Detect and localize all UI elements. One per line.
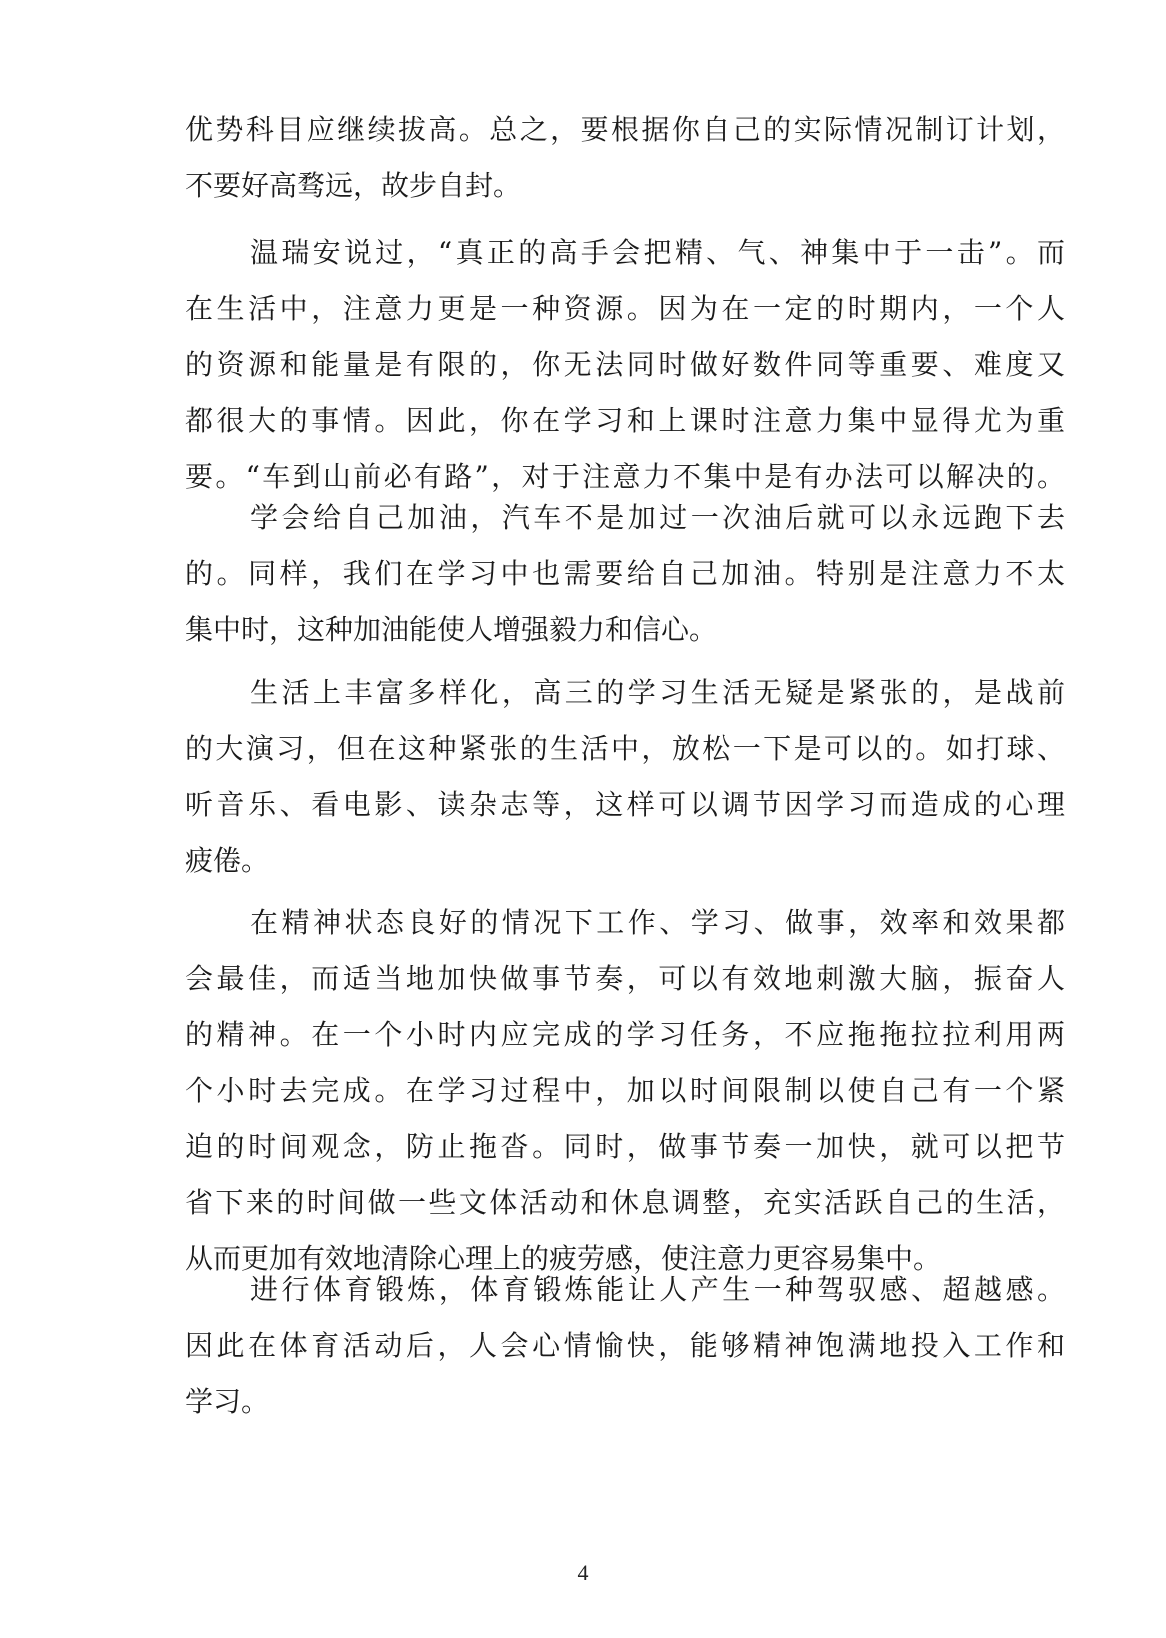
text-line: 迫的时间观念，防止拖沓。同时，做事节奏一加快，就可以把节: [185, 1130, 1065, 1163]
text-line: 优势科目应继续拔高。总之，要根据你自己的实际情况制订计划，: [185, 113, 1065, 146]
text-line: 因此在体育活动后，人会心情愉快，能够精神饱满地投入工作和: [185, 1329, 1065, 1362]
text-line: 都很大的事情。因此，你在学习和上课时注意力集中显得尤为重: [185, 404, 1065, 437]
text-line: 生活上丰富多样化，高三的学习生活无疑是紧张的，是战前: [250, 676, 1065, 709]
text-line: 的资源和能量是有限的，你无法同时做好数件同等重要、难度又: [185, 348, 1065, 381]
text-line: 的。同样，我们在学习中也需要给自己加油。特别是注意力不太: [185, 557, 1065, 590]
text-line: 学习。: [185, 1385, 270, 1418]
text-line: 在精神状态良好的情况下工作、学习、做事，效率和效果都: [250, 906, 1065, 939]
paragraph-2: [185, 225, 1065, 505]
paragraph-4: [185, 665, 1065, 889]
text-line: 听音乐、看电影、读杂志等，这样可以调节因学习而造成的心理: [185, 788, 1065, 821]
text-line: 温瑞安说过，“真正的高手会把精、气、神集中于一击”。而: [250, 236, 1065, 269]
text-line: 集中时，这种加油能使人增强毅力和信心。: [185, 613, 718, 646]
page-number: 4: [577, 1560, 589, 1585]
text-line: 个小时去完成。在学习过程中，加以时间限制以使自己有一个紧: [185, 1074, 1065, 1107]
text-line: 会最佳，而适当地加快做事节奏，可以有效地刺激大脑，振奋人: [185, 962, 1065, 995]
text-line: 学会给自己加油，汽车不是加过一次油后就可以永远跑下去: [250, 501, 1065, 534]
text-line: 省下来的时间做一些文体活动和休息调整，充实活跃自己的生活，: [185, 1186, 1065, 1219]
paragraph-6: [185, 1262, 1065, 1430]
text-line: 要。“车到山前必有路”，对于注意力不集中是有办法可以解决的。: [185, 460, 1065, 493]
text-line: 疲倦。: [185, 844, 270, 877]
paragraph-5: [185, 895, 1065, 1287]
text-line: 不要好高骛远，故步自封。: [185, 169, 522, 202]
text-line: 从而更加有效地清除心理上的疲劳感，使注意力更容易集中。: [185, 1242, 942, 1275]
text-line: 的精神。在一个小时内应完成的学习任务，不应拖拖拉拉利用两: [185, 1018, 1065, 1051]
text-line: 进行体育锻炼，体育锻炼能让人产生一种驾驭感、超越感。: [250, 1273, 1065, 1306]
text-line: 的大演习，但在这种紧张的生活中，放松一下是可以的。如打球、: [185, 732, 1065, 765]
paragraph-3: [185, 490, 1065, 658]
paragraph-1: [185, 102, 1065, 214]
text-line: 在生活中，注意力更是一种资源。因为在一定的时期内，一个人: [185, 292, 1065, 325]
